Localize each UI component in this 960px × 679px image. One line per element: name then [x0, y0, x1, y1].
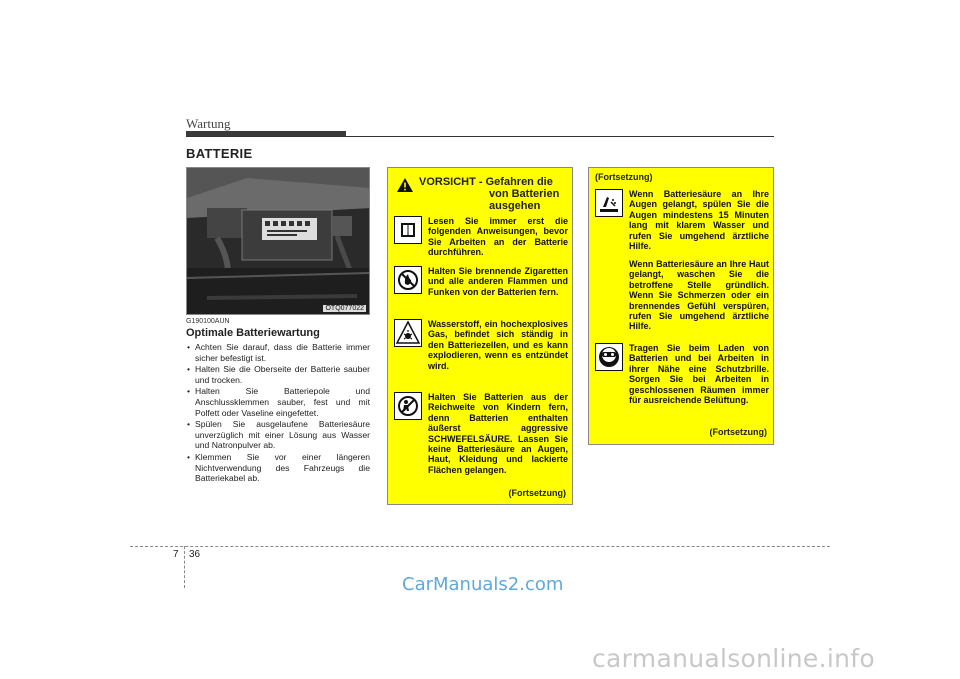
- caution-text: Halten Sie Batterien aus der Reichweite von Kindern fern, denn Batterien enthalten äußerst aggressive SCHWEFELSÄURE. Lassen Sie keine Batteriesäure an Augen, Haut, Kleidung und lackierte Flächen gelangen.: [428, 392, 568, 475]
- list-item: • Achten Sie darauf, dass die Batterie immer sicher befestigt ist.: [186, 342, 370, 363]
- icon-placeholder: [595, 259, 623, 287]
- list-item: • Halten Sie die Oberseite der Batterie sauber und trocken.: [186, 364, 370, 385]
- manual-icon: [394, 216, 422, 244]
- caution-heading-line2: von Batterien: [489, 188, 560, 200]
- caution-item: [595, 189, 773, 251]
- caution-item: [394, 266, 572, 297]
- list-item: • Klemmen Sie vor einer längeren Nichtverwendung des Fahrzeugs die Batteriekabel ab.: [186, 452, 370, 484]
- caution-heading: [396, 176, 568, 212]
- safety-goggles-icon: [595, 343, 623, 371]
- battery-photo: [186, 167, 370, 315]
- caution-text: Wenn Batteriesäure an Ihre Haut gelangt, waschen Sie die betroffene Stelle gründlich. Wenn Sie Schmerzen oder ein brennendes Gefühl verspüren, rufen Sie umgehend ärztliche Hilfe.: [629, 259, 769, 332]
- header-rule: [186, 136, 774, 137]
- caution-text: Tragen Sie beim Laden von Batterien und bei Arbeiten in ihrer Nähe eine Schutzbrille. Sorgen Sie bei Arbeiten in geschlossenen Räumen immer für ausreichende Belüftung.: [629, 343, 769, 406]
- footer-divider: [184, 546, 185, 588]
- caution-text: Wasserstoff, ein hochexplosives Gas, befindet sich ständig in den Batteriezellen, und es kann explodieren, wenn es entzündet wird.: [428, 319, 568, 371]
- maintenance-list: [186, 342, 370, 485]
- caution-box: [387, 167, 573, 505]
- caution-text: Wenn Batteriesäure an Ihre Augen gelangt, spülen Sie die Augen mindestens 15 Minuten lang mit klarem Wasser und rufen Sie umgehend ärztliche Hilfe.: [629, 189, 769, 252]
- page-number: 36: [189, 549, 201, 560]
- chapter-title: BATTERIE: [186, 146, 253, 161]
- warning-triangle-icon: [396, 177, 414, 193]
- keep-from-children-icon: [394, 392, 422, 420]
- explosive-gas-icon: [394, 319, 422, 347]
- caution-text: Halten Sie brennende Zigaretten und alle anderen Flammen und Funken von der Batterien fern.: [428, 266, 568, 297]
- subsection-title: Optimale Batteriewartung: [186, 327, 320, 339]
- watermark-link[interactable]: carmanualsonline.info: [592, 644, 875, 673]
- no-fire-icon: [394, 266, 422, 294]
- caution-heading-line1: VORSICHT - Gefahren die: [419, 176, 553, 188]
- photo-code: OTQ077022: [325, 305, 364, 312]
- caution-text: Lesen Sie immer erst die folgenden Anweisungen, bevor Sie Arbeiten an der Batterie durchführen.: [428, 216, 568, 258]
- continued-top-label: (Fortsetzung): [595, 172, 653, 182]
- watermark-link[interactable]: CarManuals2.com: [402, 574, 564, 595]
- section-title: Wartung: [186, 116, 231, 131]
- caution-box-continued: [588, 167, 774, 445]
- caution-item: [595, 259, 773, 332]
- chapter-number: 7: [173, 549, 179, 560]
- caution-item: [394, 319, 572, 371]
- engine-bay-illustration: [187, 168, 370, 315]
- continued-label: (Fortsetzung): [508, 488, 566, 498]
- caution-item: [394, 216, 572, 258]
- list-item: • Spülen Sie ausgelaufene Batteriesäure unverzüglich mit einer Lösung aus Wasser und Natronpulver ab.: [186, 419, 370, 451]
- continued-label: (Fortsetzung): [709, 427, 767, 437]
- footer-rule: [130, 546, 830, 547]
- reference-code: G190100AUN: [186, 318, 230, 325]
- caution-item: [394, 392, 572, 475]
- acid-burn-icon: [595, 189, 623, 217]
- list-item: • Halten Sie Batteriepole und Anschlussklemmen sauber, fest und mit Polfett oder Vaseline eingefettet.: [186, 386, 370, 418]
- caution-heading-line3: ausgehen: [489, 200, 541, 212]
- caution-item: [595, 343, 773, 405]
